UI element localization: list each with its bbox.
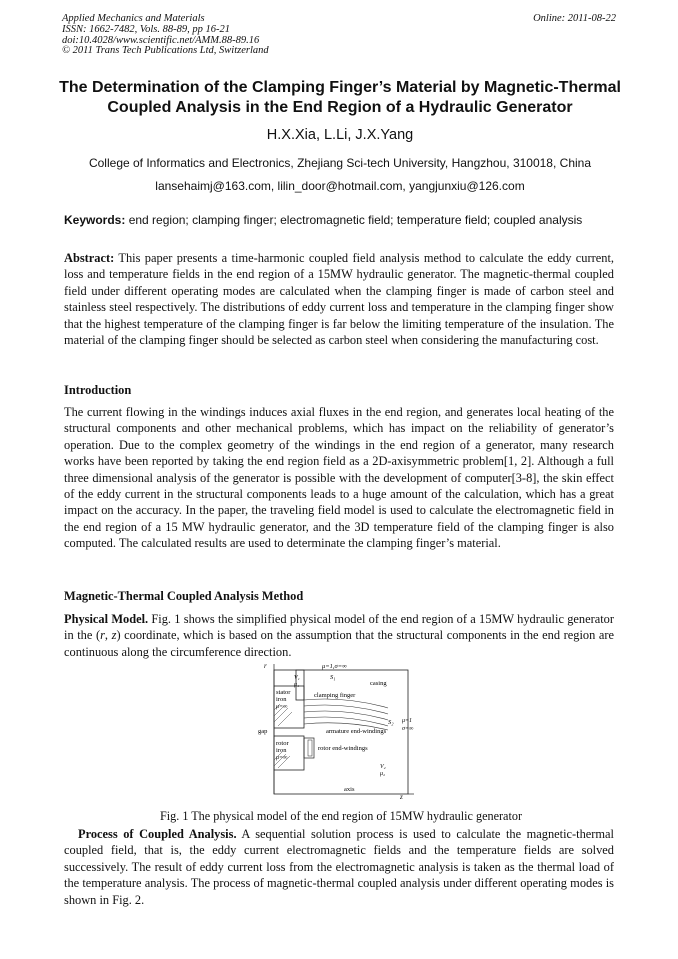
physical-model-text-1: Fig. 1 shows the simplified physical model of the end region of a 15MW hydraulic generator in the ( [64, 612, 614, 643]
label-rotor: rotor [276, 740, 289, 747]
rotor-winding-1 [304, 738, 314, 758]
label-top-bc: μ=1,σ=∞ [322, 663, 347, 670]
label-s2: S₂ [388, 719, 394, 726]
label-rotor-windings: rotor end-windings [318, 745, 368, 752]
label-armature: armature end-windings [326, 728, 387, 735]
coord-sep: , [104, 628, 112, 643]
process-paragraph [64, 826, 614, 908]
label-stator-iron: iron [276, 696, 287, 703]
label-z: z [400, 793, 403, 800]
label-s1: S₁ [330, 674, 336, 681]
author-emails: lansehaimj@163.com, lilin_door@hotmail.com, yangjunxiu@126.com [155, 179, 525, 193]
introduction-heading: Introduction [64, 383, 132, 397]
label-stator: stator [276, 689, 291, 696]
label-mu-inf-2: μ=∞ [276, 755, 288, 761]
coord-z: z [111, 628, 117, 643]
label-v1: V₁ [294, 675, 300, 681]
process-text: A sequential solution process is used to calculate the magnetic-thermal coupled field, that is, the eddy current electromagnetic fields and the temperature fields are solved successively. The result of eddy current loss from the electromagnetic analysis is taken as the thermal load of the temperature analysis. The process of magnetic-thermal coupled analysis under different operating modes is shown in Fig. 2. [64, 827, 615, 907]
affiliation: College of Informatics and Electronics, Zhejiang Sci-tech University, Hangzhou, 310018, China [88, 156, 592, 170]
copyright: © 2011 Trans Tech Publications Ltd, Switzerland [62, 45, 269, 57]
keywords-label: Keywords: [64, 213, 126, 227]
label-v2: V₂ [380, 764, 386, 770]
abstract-label: Abstract: [64, 251, 115, 265]
journal-name: Applied Mechanics and Materials [62, 13, 205, 24]
issn: ISSN: 1662-7482, Vols. 88-89, pp 16-21 [62, 23, 230, 35]
keywords-text: end region; clamping finger; electromagnetic field; temperature field; coupled analysis [128, 213, 583, 227]
journal-header [62, 14, 616, 57]
label-casing: casing [370, 680, 387, 687]
label-mu2: μ₂ [380, 771, 386, 777]
label-rotor-iron: iron [276, 747, 287, 754]
abstract-text: This paper presents a time-harmonic coupled field analysis method to calculate the eddy current, loss and temperature fields in the end region of a 15MW hydraulic generator. The magnetic-thermal coupled field under different operating modes are calculated when the clamping finger is made of carbon steel and stainless steel respectively. The distributions of eddy current loss and temperature in the clamping finger show that the highest temperature of the clamping finger is far below the limiting temperature of the insulation. The material of the clamping finger should be selected as carbon steel when considering the manufacturing cost. [64, 251, 614, 348]
coord-r: r [100, 628, 105, 643]
physical-model-label: Physical Model. [64, 612, 149, 626]
rotor-winding-2 [308, 740, 312, 756]
keywords [64, 213, 618, 227]
figure-caption: Fig. 1 The physical model of the end region of 15MW hydraulic generator [159, 809, 523, 823]
process-label: Process of Coupled Analysis. [78, 827, 237, 841]
label-clamping: clamping finger [314, 692, 356, 699]
physical-model-text-2: ) coordinate, which is based on the assumption that the structural components in the end region are continuous along the circumference direction. [64, 628, 614, 659]
paper-title: The Determination of the Clamping Finger’s Material by Magnetic-Thermal Coupled Analysis in the End Region of a Hydraulic Generator [59, 79, 621, 116]
label-r: r [264, 662, 267, 670]
label-mu-inf-1: μ=∞ [276, 704, 288, 710]
figure-svg [256, 660, 416, 800]
physical-model-figure [256, 660, 416, 800]
label-gap: gap [258, 728, 268, 735]
label-mu1: μ₁ [294, 682, 300, 688]
authors: H.X.Xia, L.Li, J.X.Yang [266, 127, 414, 143]
online-date: Online: 2011-08-22 [533, 13, 616, 24]
method-heading: Magnetic-Thermal Coupled Analysis Method [64, 589, 304, 603]
label-right-bc-1: μ=1 [402, 718, 413, 724]
physical-model-paragraph [64, 611, 614, 660]
label-right-bc-2: σ=∞ [402, 726, 414, 732]
abstract [64, 250, 614, 348]
introduction-text: The current flowing in the windings induces axial fluxes in the end region, and generates local heating of the structural components and other mechanical problems, which has impact on the reliability of generator’s operation. Due to the complex geometry of the windings in the end region of a generator, many research works have been reported by taking the end region field as a 2D-axisymmetric problem[1, 2]. Although a full three dimensional analysis of the generator is possible with the development of computer[3-8], the skin effect of the eddy current in the structural components leads to a huge amount of the calculation, which has a great impact on the accuracy. In the paper, the traveling field model is used to calculate the electromagnetic field in the end region of a 15 MW hydraulic generator, and the 3D temperature field of the clamping finger is also computed. The calculated results are used to determinate the clamping finger’s material. [64, 405, 614, 551]
doi: doi:10.4028/www.scientific.net/AMM.88-89.16 [62, 34, 260, 46]
label-axis: axis [344, 786, 355, 793]
armature-windings [304, 699, 388, 730]
